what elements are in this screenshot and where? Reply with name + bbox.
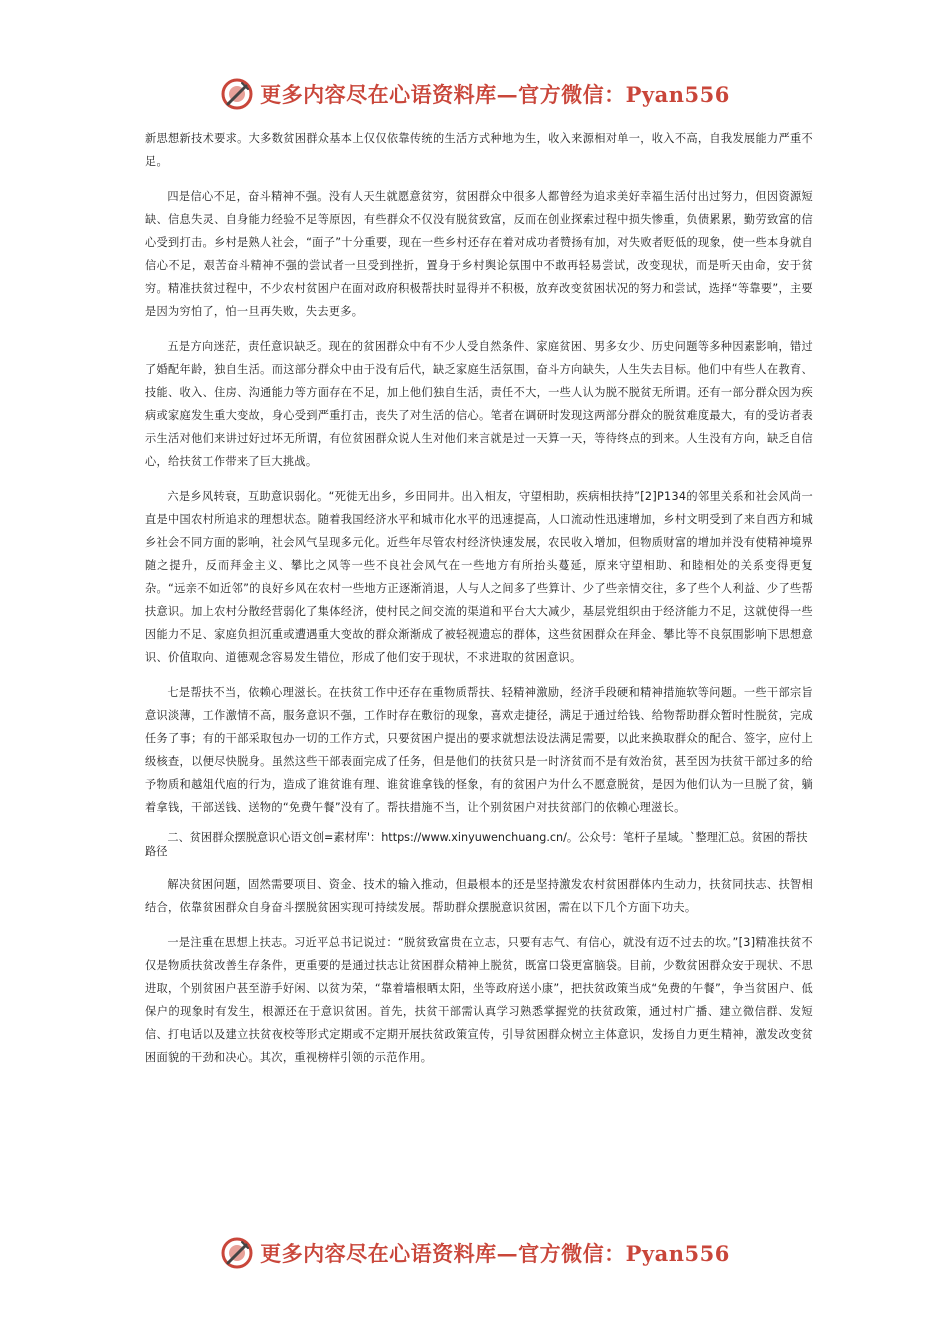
section-heading: 二、贫困群众摆脱意识心语文创=素材库'：https://www.xinyuwenchuang.cn/。公众号：笔杆子星域。`整理汇总。贫困的帮扶路径 — [145, 831, 808, 858]
seal-logo-icon — [220, 1236, 254, 1270]
paragraph-improper-assistance: 七是帮扶不当，依赖心理滋长。在扶贫工作中还存在重物质帮扶、轻精神激励，经济手段硬和精神措施软等问题。一些干部宗旨意识淡薄，工作激情不高，服务意识不强，工作时存在敷衍的现象，喜欢走捷径，满足于通过给钱、给物帮助群众暂时性脱贫，完成任务了事；有的干部采取包办一切的工作方式，只要贫困户提出的要求就想法设法满足需要，以此来换取群众的配合、签字，应付上级核查，以便尽快脱身。虽然这些干部表面完成了任务，但是他们的扶贫只是一时济贫而不是有效治贫，甚至因为扶贫干部过多的给予物质和越俎代庖的行为，造成了谁贫谁有理、谁贫谁拿钱的怪象，有的贫困户为什么不愿意脱贫，是因为他们认为一旦脱了贫，躺着拿钱，干部送钱、送物的“免费午餐”没有了。帮扶措施不当，让个别贫困户对扶贫部门的依赖心理滋长。 — [145, 686, 813, 814]
watermark-text: 更多内容尽在心语资料库—官方微信：Pyan556 — [260, 82, 730, 107]
footer-watermark-banner — [0, 1231, 950, 1275]
paragraph-ideological-support: 一是注重在思想上扶志。习近平总书记说过：“脱贫致富贵在立志，只要有志气、有信心，就没有迈不过去的坎。”[3]精准扶贫不仅是物质扶贫改善生存条件，更重要的是通过扶志让贫困群众精神上脱贫，既富口袋更富脑袋。目前，少数贫困群众安于现状、不思进取，个别贫困户甚至游手好闲、以贫为荣，“靠着墙根晒太阳，坐等政府送小康”，把扶贫政策当成“免费的午餐”，争当贫困户、低保户的现象时有发生，根源还在于意识贫困。首先，扶贫干部需认真学习熟悉掌握党的扶贫政策，通过村广播、建立微信群、发短信、打电话以及建立扶贫夜校等形式定期或不定期开展扶贫政策宣传，引导贫困群众树立主体意识，发扬自力更生精神，激发改变贫困面貌的干劲和决心。其次，重视榜样引领的示范作用。 — [145, 936, 813, 1064]
paragraph-direction: 五是方向迷茫，责任意识缺乏。现在的贫困群众中有不少人受自然条件、家庭贫困、男多女少、历史问题等多种因素影响，错过了婚配年龄，独自生活。而这部分群众中由于没有后代，缺乏家庭生活氛围，奋斗方向缺失，人生失去目标。他们中有些人在教育、技能、收入、住房、沟通能力等方面存在不足，加上他们独自生活，责任不大，一些人认为脱不脱贫无所谓。还有一部分群众因为疾病或家庭发生重大变故，身心受到严重打击，丧失了对生活的信心。笔者在调研时发现这两部分群众的脱贫难度最大，有的受访者表示生活对他们来讲过好过坏无所谓，有位贫困群众说人生对他们来言就是过一天算一天，等待终点的到来。人生没有方向，缺乏自信心，给扶贫工作带来了巨大挑战。 — [145, 340, 813, 468]
paragraph-confidence: 四是信心不足，奋斗精神不强。没有人天生就愿意贫穷，贫困群众中很多人都曾经为追求美好幸福生活付出过努力，但因资源短缺、信息失灵、自身能力经验不足等原因，有些群众不仅没有脱贫致富，反而在创业探索过程中损失惨重，负债累累，勤劳致富的信心受到打击。乡村是熟人社会，“面子”十分重要，现在一些乡村还存在着对成功者赞扬有加，对失败者贬低的现象，使一些本身就自信心不足，艰苦奋斗精神不强的尝试者一旦受到挫折，置身于乡村舆论氛围中不敢再轻易尝试，改变现状，而是听天由命，安于贫穷。精准扶贫过程中，不少农村贫困户在面对政府积极帮扶时显得并不积极，放弃改变贫困状况的努力和尝试，选择“等靠要”，主要是因为穷怕了，怕一旦再失败，失去更多。 — [145, 190, 813, 318]
watermark-text: 更多内容尽在心语资料库—官方微信：Pyan556 — [260, 1241, 730, 1266]
paragraph-continuation: 新思想新技术要求。大多数贫困群众基本上仅仅依靠传统的生活方式种地为生，收入来源相对单一，收入不高，自我发展能力严重不足。 — [145, 132, 813, 168]
paragraph-rural-customs: 六是乡风转衰，互助意识弱化。“死徙无出乡，乡田同井。出入相友，守望相助，疾病相扶持”[2]P134的邻里关系和社会风尚一直是中国农村所追求的理想状态。随着我国经济水平和城市化水平的迅速提高，人口流动性迅速增加，乡村文明受到了来自西方和城乡社会不同方面的影响，社会风气呈现多元化。近些年尽管农村经济快速发展，农民收入增加，但物质财富的增加并没有使精神境界随之提升，反而拜金主义、攀比之风等一些不良社会风气在一些地方有所抬头蔓延，原来守望相助、和睦相处的关系变得更复杂。“远亲不如近邻”的良好乡风在农村一些地方正逐渐消退，人与人之间多了些算计、少了些亲情交往，多了些个人利益、少了些帮扶意识。加上农村分散经营弱化了集体经济，使村民之间交流的渠道和平台大大减少，基层党组织由于经济能力不足，这就使得一些因能力不足、家庭负担沉重或遭遇重大变故的群众渐渐成了被轻视遗忘的群体，这些贫困群众在拜金、攀比等不良氛围影响下思想意识、价值取向、道德观念容易发生错位，形成了他们安于现状，不求进取的贫困意识。 — [145, 490, 813, 664]
seal-logo-icon — [220, 77, 254, 111]
paragraph-solution-intro: 解决贫困问题，固然需要项目、资金、技术的输入推动，但最根本的还是坚持激发农村贫困群体内生动力，扶贫同扶志、扶智相结合，依靠贫困群众自身奋斗摆脱贫困实现可持续发展。帮助群众摆脱意识贫困，需在以下几个方面下功夫。 — [145, 878, 813, 914]
document-body — [145, 127, 813, 1081]
header-watermark-banner — [0, 72, 950, 116]
